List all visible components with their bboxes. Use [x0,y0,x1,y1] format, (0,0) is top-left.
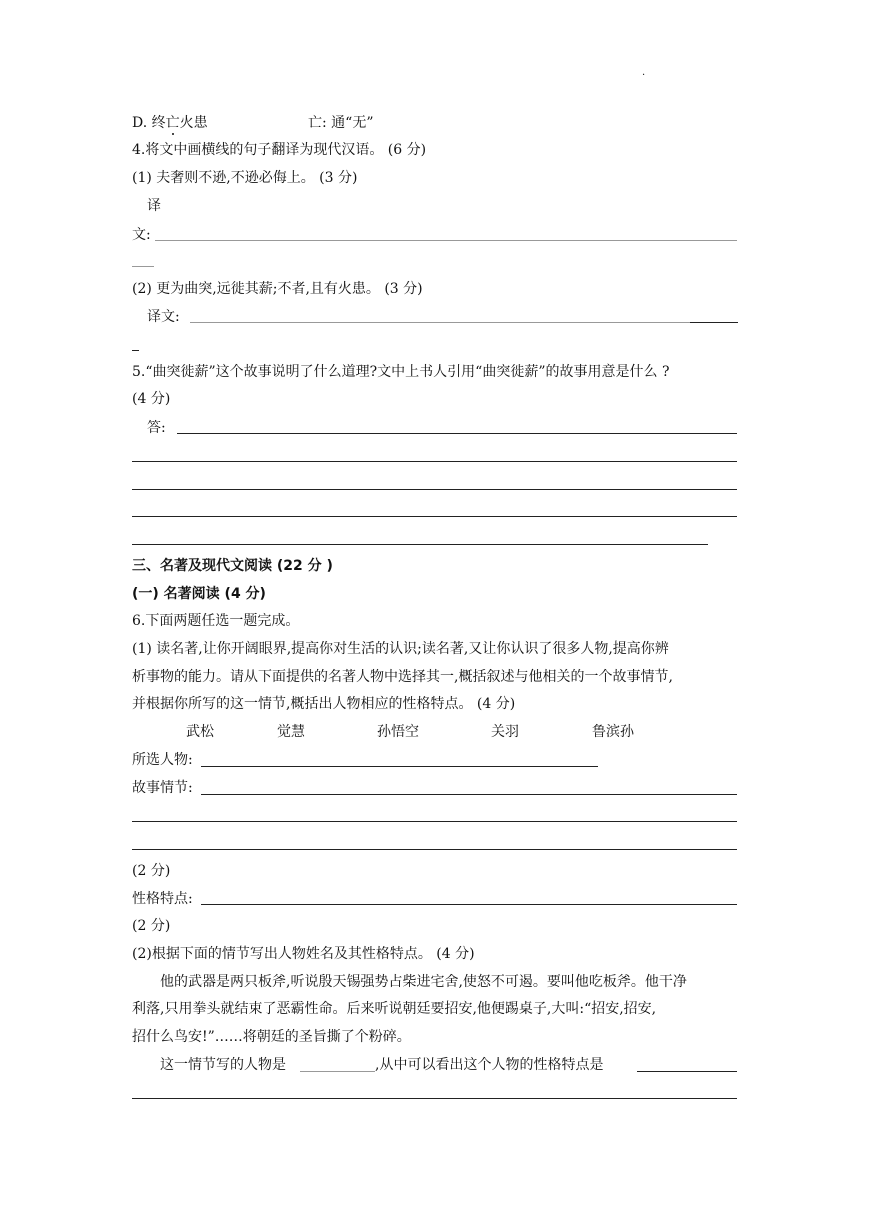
subsection-title: (一) 名著阅读 (4 分) [132,586,266,602]
plot-score: (2 分) [132,863,171,879]
trait-blank-line-cont[interactable] [132,1098,737,1099]
q6-passage-line3: 招什么鸟安!”……将朝廷的圣旨撕了个粉碎。 [132,1029,411,1045]
q6-heading: 6.下面两题任选一题完成。 [132,613,300,629]
section-title: 三、名著及现代文阅读 (22 分 ) [132,558,333,574]
q4-answer1-line-cont[interactable] [132,266,154,267]
plot-answer-line[interactable] [132,849,737,850]
selected-character-label: 所选人物: [132,752,193,768]
q5-answer-line[interactable] [132,516,737,517]
q4-answer2-line[interactable] [190,322,690,323]
q6-part1-line3: 并根据你所写的这一情节,概括出人物相应的性格特点。 (4 分) [132,696,516,712]
q5-answer-line[interactable] [177,433,737,434]
q6-passage-line1: 他的武器是两只板斧,听说殷天锡强势占柴进宅舍,使怒不可遏。要叫他吃板斧。他干净 [160,974,687,990]
option-d-prefix: D. [132,115,152,131]
q5-question-line1: 5.“曲突徙薪”这个故事说明了什么道理?文中上书人引用“曲突徙薪”的故事用意是什么 ? [132,364,670,380]
plot-answer-line[interactable] [132,821,737,822]
option-d-note: 亡: 通“无” [308,115,374,131]
character-option: 觉慧 [277,724,305,740]
trait-score: (2 分) [132,918,171,934]
q4-label2: 译文: [147,309,180,325]
q4-label1-b: 文: [132,227,151,243]
character-option: 鲁滨孙 [592,724,634,740]
trait-answer-line[interactable] [201,904,737,905]
q5-answer-line[interactable] [132,489,737,490]
character-option: 武松 [186,724,214,740]
q6-part1-line1: (1) 读名著,让你开阔眼界,提高你对生活的认识;读名著,又让你认识了很多人物,提高你辨 [132,641,669,657]
trait-blank-line[interactable] [637,1071,737,1072]
character-option: 孙悟空 [377,724,419,740]
character-name-blank[interactable] [300,1071,375,1072]
q5-answer-label: 答: [147,420,166,436]
selected-character-line[interactable] [201,766,598,767]
q4-part2: (2) 更为曲突,远徙其薪;不者,且有火患。 (3 分) [132,281,423,297]
q4-label1-a: 译 [147,198,161,214]
q4-answer2-line-cont[interactable] [132,350,139,351]
trait-label: 性格特点: [132,891,193,907]
fill-text-part1: 这一情节写的人物是 [160,1057,286,1073]
plot-label: 故事情节: [132,780,193,796]
q5-question-line2: (4 分) [132,391,171,407]
option-d-word-after: 火患 [179,115,208,131]
q6-passage-line2: 利落,只用拳头就结束了恶霸性命。后来听说朝廷要招安,他便踢桌子,大叫:“招安,招安, [132,1001,657,1017]
q6-part1-line2: 析事物的能力。请从下面提供的名著人物中选择其一,概括叙述与他相关的一个故事情节, [132,669,673,685]
character-option: 关羽 [491,724,519,740]
fill-text-part2: ,从中可以看出这个人物的性格特点是 [375,1057,604,1073]
q4-heading: 4.将文中画横线的句子翻译为现代汉语。 (6 分) [132,142,427,158]
plot-answer-line[interactable] [201,794,737,795]
option-d [132,114,208,132]
q4-part1: (1) 夫奢则不逊,不逊必侮上。 (3 分) [132,170,358,186]
q5-answer-line[interactable] [132,544,708,545]
q4-answer2-line-end[interactable] [690,322,738,323]
q6-part2-heading: (2)根据下面的情节写出人物姓名及其性格特点。 (4 分) [132,946,475,962]
page-mark: . [642,67,646,78]
option-d-word-before: 终 [151,115,166,131]
option-d-dotted-char: 亡 [165,115,180,131]
q5-answer-line[interactable] [132,461,737,462]
q4-answer1-line[interactable] [155,240,737,241]
